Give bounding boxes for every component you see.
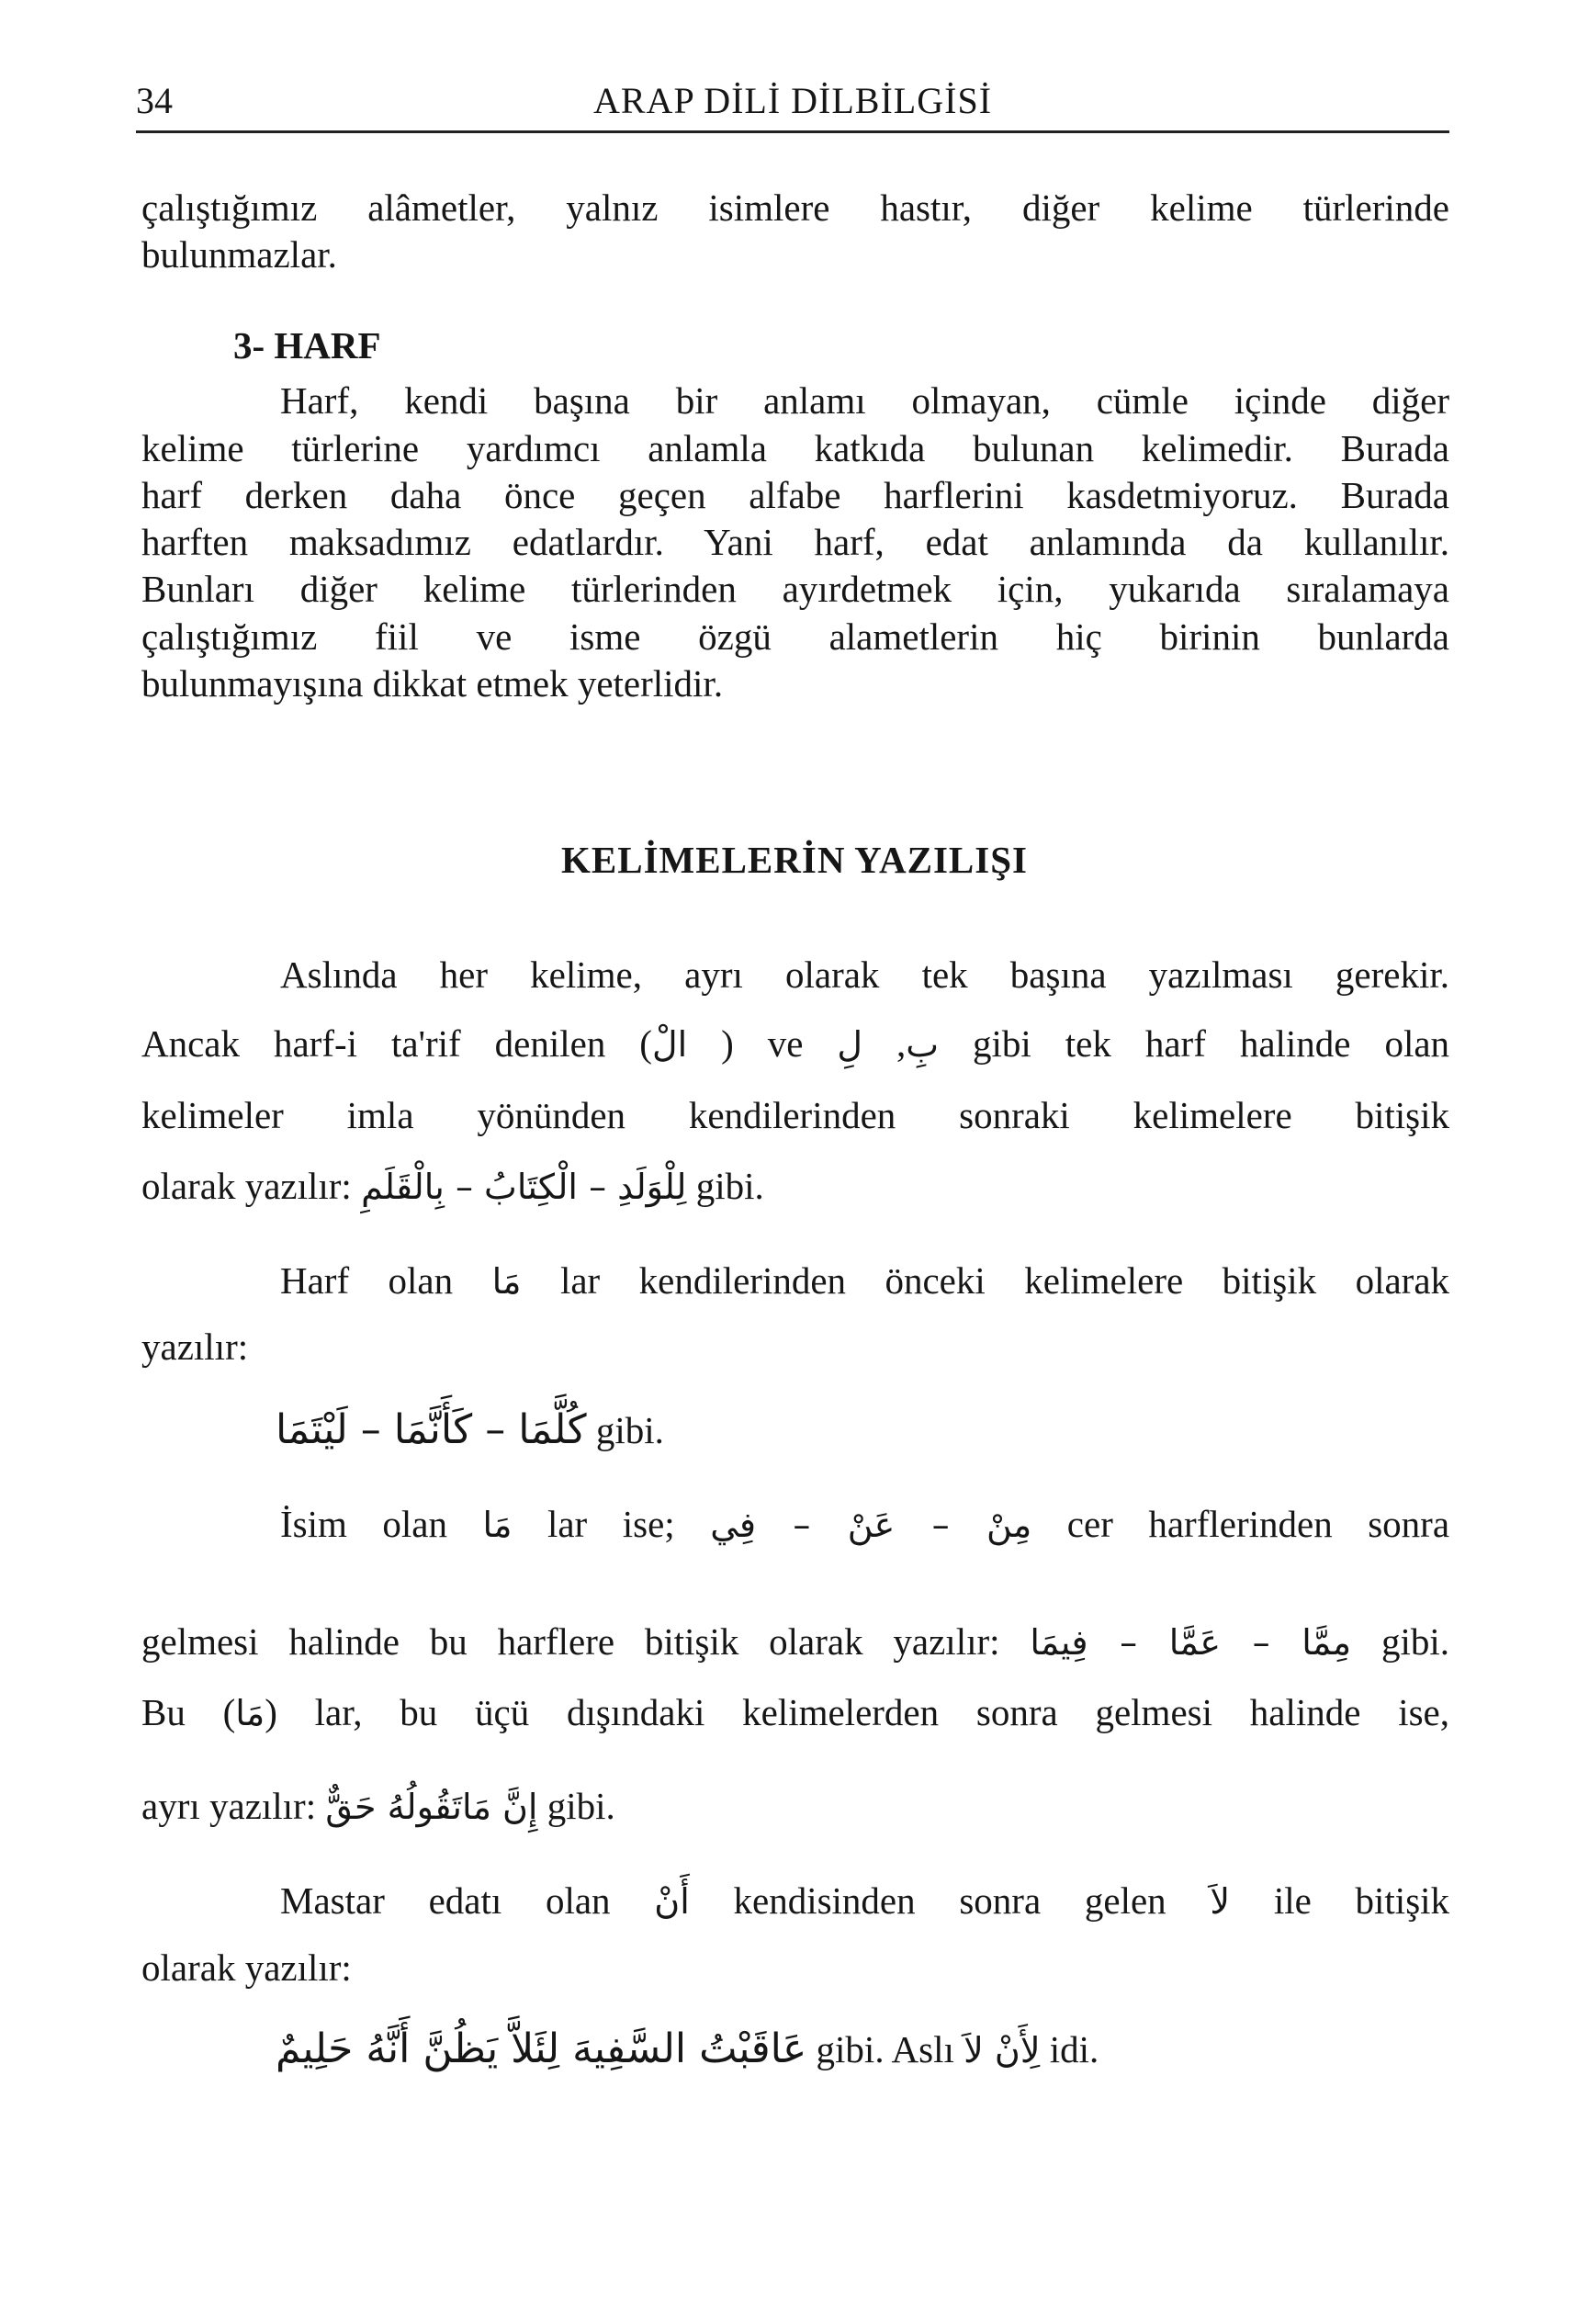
- p1-line-2: [141, 1020, 1449, 1069]
- p3-line-1-text-b: lar ise;: [547, 1503, 675, 1545]
- p4-line-3: [276, 2025, 1583, 2075]
- harf-line-7: bulunmayışına dikkat etmek yeterlidir.: [141, 662, 724, 705]
- p2-line-3-text-b: gibi.: [595, 1409, 664, 1451]
- arabic-example-5: عَاقَبْتُ السَّفِيهَ لِئَلاَّ يَظُنَّ أَنَّهُ حَلِيمٌ: [276, 2025, 807, 2072]
- harf-line-1: Harf, kendi başına bir anlamı olmayan, cümle içinde diğer: [280, 379, 1449, 422]
- page-header: [136, 75, 1449, 133]
- comma: ,: [896, 1022, 907, 1065]
- arabic-ma-2: مَا: [482, 1505, 513, 1545]
- p2-line-3: [276, 1405, 1583, 1455]
- p1-line-1: Aslında her kelime, ayrı olarak tek başına yazılması gerekir.: [280, 953, 1449, 996]
- p1-line-4-text-a: olarak yazılır:: [141, 1165, 352, 1207]
- harf-heading: 3- HARF: [233, 324, 381, 367]
- p3-line-1-text-a: İsim olan: [280, 1503, 447, 1545]
- arabic-li: لِ: [837, 1024, 863, 1065]
- p2-line-1-text-b: lar kendilerinden önceki kelimelere bitişik olarak: [559, 1259, 1450, 1302]
- running-title: ARAP DİLİ DİLBİLGİSİ: [592, 80, 993, 121]
- harf-line-4: harften maksadımız edatlardır. Yani harf, edat anlamında da kullanılır.: [141, 521, 1449, 563]
- arabic-an: أَنْ: [654, 1881, 690, 1922]
- arabic-al: الْ: [651, 1024, 688, 1065]
- arabic-example-4: إِنَّ مَاتَقُولُهُ حَقٌّ: [325, 1787, 538, 1827]
- p3-line-1-text-c: cer harflerinden sonra: [1066, 1503, 1450, 1545]
- arabic-prepositions: مِنْ – عَنْ – فِي: [710, 1505, 1032, 1545]
- intro-line-2: bulunmazlar.: [141, 233, 337, 276]
- p1-line-4-text-b: gibi.: [695, 1165, 764, 1207]
- arabic-examples-2: كُلَّمَا – كَأَنَّمَا – لَيْتَمَا: [276, 1406, 587, 1453]
- intro-line-1: çalıştığımız alâmetler, yalnız isimlere hastır, diğer kelime türlerinde: [141, 186, 1449, 229]
- p1-line-4: [141, 1162, 1449, 1212]
- p4-line-1-text-b: kendisinden sonra gelen: [733, 1879, 1166, 1922]
- p1-line-2-text-b: ) ve: [721, 1022, 804, 1065]
- p3-line-3-text-b: ) lar, bu üçü dışındaki kelimelerden sonra gelmesi halinde ise,: [265, 1691, 1450, 1733]
- harf-line-3: harf derken daha önce geçen alfabe harflerini kasdetmiyoruz. Burada: [141, 474, 1449, 516]
- page-number: 34: [136, 80, 173, 121]
- arabic-la: لاَ: [1210, 1881, 1231, 1922]
- p3-line-1: [280, 1500, 1449, 1550]
- p1-line-3: kelimeler imla yönünden kendilerinden sonraki kelimelere bitişik: [141, 1094, 1449, 1136]
- p4-line-1-text-c: ile bitişik: [1273, 1879, 1450, 1922]
- p4-line-1: [280, 1877, 1449, 1926]
- p1-line-2-text-a: Ancak harf-i ta'rif denilen (: [141, 1022, 652, 1065]
- arabic-ma-3: مَا: [235, 1693, 265, 1733]
- p2-line-1: [280, 1257, 1449, 1306]
- p2-line-1-text-a: Harf olan: [280, 1259, 454, 1302]
- p2-line-2: yazılır:: [141, 1326, 249, 1368]
- p4-line-2: olarak yazılır:: [141, 1946, 352, 1989]
- harf-line-6: çalıştığımız fiil ve isme özgü alametlerin hiç birinin bunlarda: [141, 615, 1449, 658]
- p3-line-2: [141, 1618, 1449, 1667]
- p3-line-2-text-a: gelmesi halinde bu harflere bitişik olarak yazılır:: [141, 1620, 1000, 1663]
- harf-line-5: Bunları diğer kelime türlerinden ayırdetmek için, yukarıda sıralamaya: [141, 568, 1449, 610]
- p1-line-2-text-d: gibi tek harf halinde olan: [973, 1022, 1450, 1065]
- p4-line-3-text-b: gibi. Aslı: [816, 2028, 954, 2070]
- p3-line-4: [141, 1782, 1449, 1832]
- p3-line-4-text-b: gibi.: [547, 1785, 615, 1827]
- harf-line-2: kelime türlerine yardımcı anlamla katkıda bulunan kelimedir. Burada: [141, 427, 1449, 469]
- arabic-examples-1: لِلْوَلَدِ – الْكِتَابُ – بِالْقَلَمِ: [361, 1167, 687, 1207]
- p4-line-3-text-c: idi.: [1049, 2028, 1099, 2070]
- p3-line-4-text-a: ayrı yazılır:: [141, 1785, 317, 1827]
- p3-line-2-text-b: gibi.: [1381, 1620, 1450, 1663]
- p4-line-1-text-a: Mastar edatı olan: [280, 1879, 611, 1922]
- arabic-ma-1: مَا: [491, 1261, 522, 1302]
- arabic-examples-3: مِمَّا – عَمَّا – فِيمَا: [1030, 1622, 1352, 1663]
- arabic-li-an-la: لِأَنْ لاَ: [964, 2030, 1041, 2070]
- p3-line-3-text-a: Bu (: [141, 1691, 236, 1733]
- arabic-bi: بِ: [906, 1024, 940, 1065]
- section-heading: KELİMELERİN YAZILIŞI: [561, 839, 1028, 881]
- p3-line-3: [141, 1688, 1449, 1738]
